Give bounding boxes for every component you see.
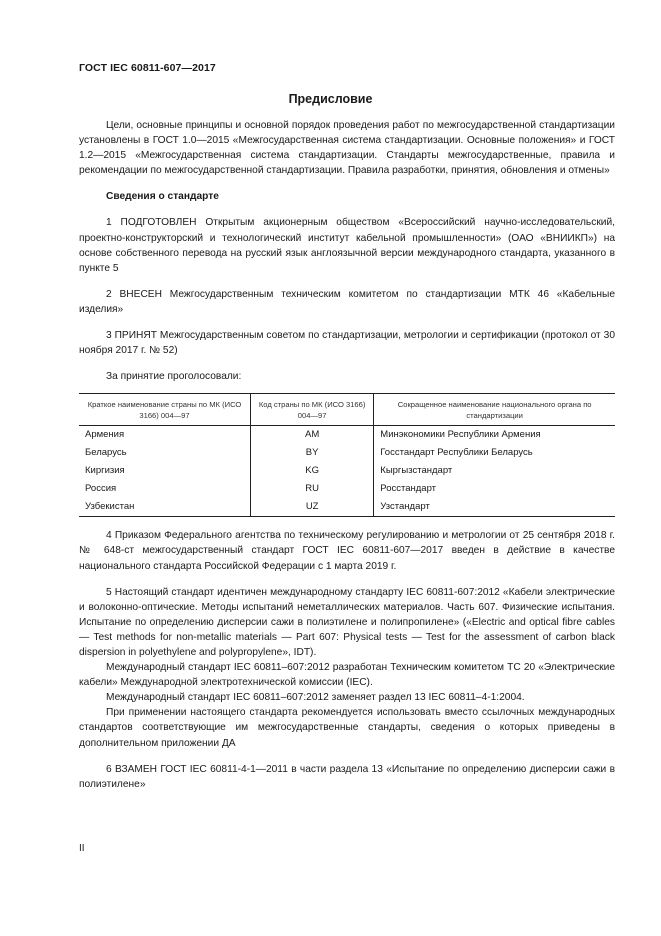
table-row bbox=[79, 426, 615, 445]
code-cell: UZ bbox=[251, 498, 374, 517]
item-5-developer-paragraph: Международный стандарт IEC 60811–607:2012 разработан Техническим комитетом ТС 20 «Электрические кабели» Международной электротехнической комиссии (IEC). bbox=[79, 662, 615, 689]
item-5-paragraph: 5 Настоящий стандарт идентичен международному стандарту IEC 60811-607:2012 «Кабели электрические и волоконно-оптические. Методы испытаний неметаллических материалов. Часть 607. Физические испытания. Испытание по определению дисперсии сажи в полиэтилене и полипропилене» («Electric and optical fibre cables — Test methods for non-metallic materials — Part 607: Physical tests — Test for the assessment of carbon black dispersion in polyethylene and polypropylene», IDT). bbox=[79, 586, 615, 658]
item-5-application-paragraph: При применении настоящего стандарта рекомендуется использовать вместо ссылочных международных стандартов соответствующие им межгосударственные стандарты, сведения о которых приведены в дополнительном приложении ДА bbox=[79, 707, 615, 749]
intro-paragraph: Цели, основные принципы и основной порядок проведения работ по межгосударственной стандартизации установлены в ГОСТ 1.0—2015 «Межгосударственная система стандартизации. Основные положения» и ГОСТ 1.2—2015 «Межгосударственная система стандартизации. Стандарты межгосударственные, правила и рекомендации по межгосударственной стандартизации. Правила разработки, принятия, обновления и отмены» bbox=[79, 120, 615, 177]
body-cell: Минэкономики Республики Армения bbox=[374, 426, 615, 445]
code-cell: RU bbox=[251, 480, 374, 498]
table-row bbox=[79, 462, 615, 480]
body-cell: Росстандарт bbox=[374, 480, 615, 498]
item-1-paragraph: 1 ПОДГОТОВЛЕН Открытым акционерным обществом «Всероссийский научно-исследовательский, проектно-конструкторский и технологический институт кабельной промышленности» (ОАО «ВНИИКП») на основе собственного перевода на русский язык англоязычной версии международного стандарта, указанного в пункте 5 bbox=[79, 217, 615, 274]
item-6-paragraph: 6 ВЗАМЕН ГОСТ IEC 60811-4-1—2011 в части раздела 13 «Испытание по определению дисперсии сажи в полиэтилене» bbox=[79, 763, 615, 790]
code-cell: KG bbox=[251, 462, 374, 480]
country-cell: Россия bbox=[85, 483, 117, 495]
body-cell: Кыргызстандарт bbox=[374, 462, 615, 480]
item-3-paragraph: 3 ПРИНЯТ Межгосударственным советом по стандартизации, метрологии и сертификации (протокол от 30 ноября 2017 г. № 52) bbox=[79, 330, 615, 357]
table-row bbox=[79, 480, 615, 498]
table-header-row bbox=[79, 394, 615, 426]
code-cell: BY bbox=[251, 444, 374, 462]
body-cell: Госстандарт Республики Беларусь bbox=[374, 444, 615, 462]
preface-body bbox=[79, 118, 615, 792]
col-header-body: Сокращенное наименование национального органа по стандартизации bbox=[374, 394, 615, 426]
voting-table bbox=[79, 393, 615, 517]
country-cell: Беларусь bbox=[85, 447, 127, 459]
body-cell: Узстандарт bbox=[374, 498, 615, 517]
info-heading: Сведения о стандарте bbox=[106, 191, 219, 203]
document-id-header: ГОСТ IEC 60811-607—2017 bbox=[79, 62, 216, 74]
page-number: II bbox=[79, 843, 85, 854]
item-5-replaces-paragraph: Международный стандарт IEC 60811–607:2012 заменяет раздел 13 IEC 60811–4-1:2004. bbox=[106, 692, 525, 704]
table-row bbox=[79, 444, 615, 462]
col-header-country: Краткое наименование страны по МК (ИСО 3166) 004—97 bbox=[79, 394, 251, 426]
country-cell: Узбекистан bbox=[79, 498, 251, 517]
item-2-paragraph: 2 ВНЕСЕН Межгосударственным техническим комитетом по стандартизации МТК 46 «Кабельные изделия» bbox=[79, 288, 615, 315]
country-cell: Армения bbox=[85, 429, 125, 441]
vote-label: За принятие проголосовали: bbox=[106, 371, 242, 383]
country-cell: Киргизия bbox=[85, 465, 125, 477]
page-title: Предисловие bbox=[288, 92, 373, 106]
table-row bbox=[79, 498, 615, 517]
code-cell: AM bbox=[251, 426, 374, 445]
item-4-paragraph: 4 Приказом Федерального агентства по техническому регулированию и метрологии от 25 сентября 2018 г. № 648-ст межгосударственный стандарт ГОСТ IEC 60811-607—2017 введен в действие в качестве национального стандарта Российской Федерации с 1 марта 2019 г. bbox=[79, 530, 615, 572]
col-header-code: Код страны по МК (ИСО 3166) 004—97 bbox=[251, 394, 374, 426]
